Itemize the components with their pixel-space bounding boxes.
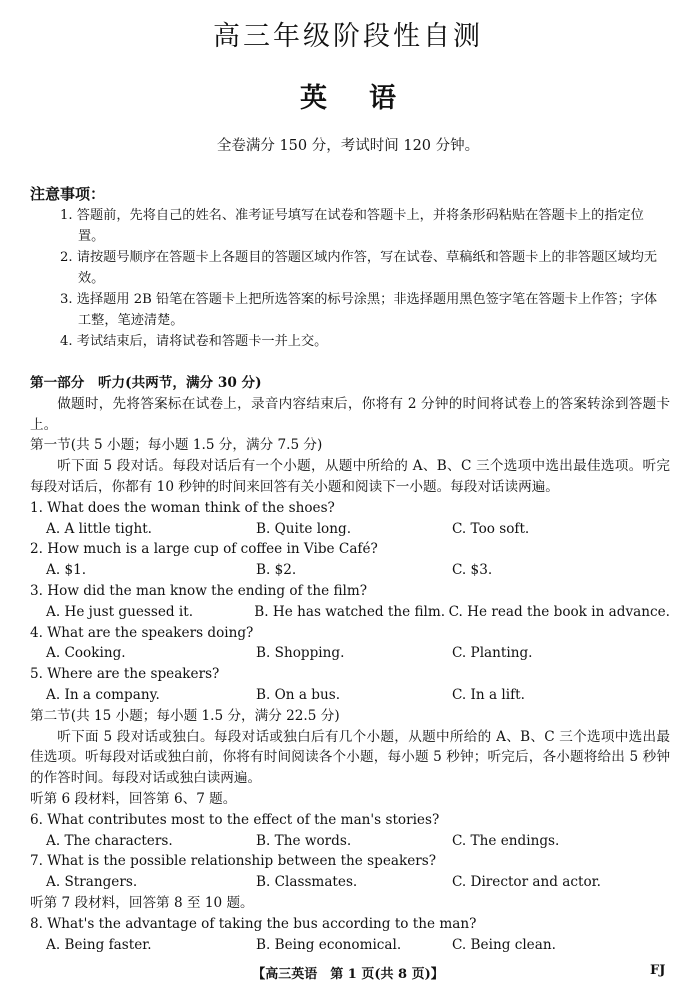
option-c: C. The endings.: [452, 832, 560, 849]
option-a: A. Cooking.: [46, 645, 126, 662]
option-c: C. Planting.: [452, 645, 533, 662]
option-a: A. $1.: [46, 562, 87, 579]
question-options-4: [30, 643, 670, 664]
question-options-8: [30, 935, 670, 956]
subject-char-2: 语: [369, 83, 396, 114]
question-stem-8: 8. What's the advantage of taking the bus according to the man?: [30, 915, 477, 932]
note-item-4: 4. 考试结束后，请将试卷和答题卡一并上交。: [60, 334, 328, 349]
option-c: C. Director and actor.: [452, 874, 601, 891]
subject-char-1: 英: [300, 83, 327, 114]
question-options-3: [30, 602, 670, 623]
subject-title: [0, 76, 696, 115]
option-b: B. On a bus.: [256, 686, 341, 703]
option-b: B. The words.: [256, 832, 352, 849]
part1-intro: 做题时，先将答案标在试卷上，录音内容结束后，你将有 2 分钟的时间将试卷上的答案转涂到答题卡上。: [30, 395, 670, 433]
section1-intro: 听下面 5 段对话。每段对话后有一个小题，从题中所给的 A、B、C 三个选项中选出最佳选项。听完每段对话后，你都有 10 秒钟的时间来回答有关小题和阅读下一小题。每段对话读两遍。: [30, 458, 670, 495]
part1-title: 第一部分 听力(共两节，满分 30 分): [30, 375, 262, 391]
page-footer: 【高三英语 第 1 页(共 8 页)】: [252, 967, 444, 982]
question-stem-4: 4. What are the speakers doing?: [30, 624, 254, 641]
option-b: B. Quite long.: [256, 520, 352, 537]
section2-intro: 听下面 5 段对话或独白。每段对话或独白后有几个小题，从题中所给的 A、B、C 三个选项中选出最佳选项。听每段对话或独白前，你将有时间阅读各个小题，每小题 5 秒钟；听完后，各小题将给出 5 秒钟的作答时间。每段对话或独白读两遍。: [30, 728, 670, 787]
question-stem-2: 2. How much is a large cup of coffee in Vibe Café?: [30, 541, 378, 558]
option-b: B. $2.: [256, 562, 297, 579]
option-b: B. Shopping.: [256, 645, 345, 662]
question-options-7: [30, 872, 670, 893]
option-a: A. Strangers.: [46, 874, 138, 891]
exam-content: [30, 373, 670, 955]
option-b: B. Classmates.: [256, 874, 358, 891]
material-7-instruction: 听第 7 段材料，回答第 8 至 10 题。: [30, 894, 254, 911]
note-item-3: 3. 选择题用 2B 铅笔在答题卡上把所选答案的标号涂黑；非选择题用黑色签字笔在答题卡上作答；字体工整，笔迹清楚。: [60, 292, 658, 328]
option-c: C. He read the book in advance.: [448, 603, 670, 620]
section1-title: 第一节(共 5 小题；每小题 1.5 分，满分 7.5 分): [30, 437, 323, 454]
question-stem-6: 6. What contributes most to the effect of the man's stories?: [30, 811, 440, 828]
question-options-5: [30, 685, 670, 706]
exam-meta: 全卷满分 150 分，考试时间 120 分钟。: [216, 138, 480, 154]
option-b: B. Being economical.: [256, 936, 402, 953]
question-options-2: [30, 560, 670, 581]
option-a: A. The characters.: [46, 832, 173, 849]
option-b: B. He has watched the film.: [254, 603, 446, 620]
question-stem-1: 1. What does the woman think of the shoes?: [30, 499, 335, 516]
note-item-1: 1. 答题前，先将自己的姓名、准考证号填写在试卷和答题卡上，并将条形码粘贴在答题卡上的指定位置。: [60, 208, 644, 244]
note-item-2: 2. 请按题号顺序在答题卡上各题目的答题区域内作答，写在试卷、草稿纸和答题卡上的非答题区域均无效。: [60, 250, 658, 286]
option-a: A. Being faster.: [46, 936, 152, 953]
option-c: C. $3.: [452, 562, 493, 579]
section2-title: 第二节(共 15 小题；每小题 1.5 分，满分 22.5 分): [30, 707, 340, 724]
question-stem-5: 5. Where are the speakers?: [30, 666, 220, 683]
notes-list: [60, 205, 670, 352]
option-c: C. Too soft.: [452, 520, 530, 537]
option-a: A. In a company.: [46, 686, 160, 703]
option-c: C. In a lift.: [452, 686, 525, 703]
question-options-1: [30, 519, 670, 540]
question-options-6: [30, 831, 670, 852]
material-6-instruction: 听第 6 段材料，回答第 6、7 题。: [30, 790, 237, 807]
notes-title: 注意事项：: [30, 185, 106, 203]
option-c: C. Being clean.: [452, 936, 556, 953]
footer-code: FJ: [650, 963, 666, 978]
option-a: A. He just guessed it.: [46, 603, 194, 620]
option-a: A. A little tight.: [46, 520, 152, 537]
question-stem-7: 7. What is the possible relationship between the speakers?: [30, 853, 437, 870]
exam-title: 高三年级阶段性自测: [213, 21, 483, 52]
question-stem-3: 3. How did the man know the ending of the film?: [30, 582, 368, 599]
